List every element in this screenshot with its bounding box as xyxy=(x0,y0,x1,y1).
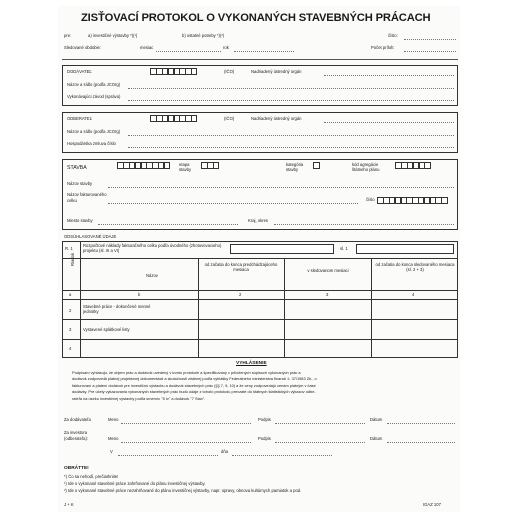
period-label: Sledované obdobie: xyxy=(64,45,102,50)
supplier-sign-label: Za dodávateľa xyxy=(64,417,91,422)
row-number: 4 xyxy=(69,346,72,351)
category-label: kategória stavby xyxy=(286,162,304,172)
form-code: IGAZ 107 xyxy=(423,502,441,507)
declaration-heading: VYHLÁSENIE xyxy=(236,361,267,366)
signature-label: Podpis xyxy=(258,417,271,422)
customer-label: ODBERATEĽ xyxy=(67,116,93,121)
col-3-header: od začatia do konca sledovaného mesiaca (sl. 2 + 3) xyxy=(375,262,455,272)
name-label: Meno xyxy=(108,417,119,422)
table-rule xyxy=(62,319,458,320)
row1-value[interactable] xyxy=(230,244,334,254)
place-label: V xyxy=(110,449,113,454)
supplier-name-label: Názov a sídlo (podľa JCOrg) xyxy=(67,82,121,87)
footnote: ²) Ide o vykonané stavebné práce nezahrňované do plánu investičnej výstavby, napr. opravy, obnova kultúrnych pamiatok a pod. xyxy=(64,488,302,493)
construction-code-cells[interactable] xyxy=(118,162,170,169)
index-a: a xyxy=(69,292,72,297)
customer-sign-label: (odberateľa): xyxy=(64,436,89,441)
signature-label: Podpis xyxy=(258,436,271,441)
stage-cells[interactable] xyxy=(202,162,219,169)
customer-ico-cells[interactable] xyxy=(151,115,197,122)
supplier-ico-label: (IČO) xyxy=(224,69,235,74)
col-2-header: v sledovanom mesiaci xyxy=(307,268,349,273)
customer-authority-field[interactable] xyxy=(324,122,454,123)
unit-number-cells[interactable] xyxy=(378,197,448,204)
year-label: rok xyxy=(223,45,229,50)
row-text: Vystavené splátkové listy xyxy=(83,327,130,332)
option-investment[interactable]: a) investičné výstavby *)(¹) xyxy=(88,33,138,38)
supplier-label: DODÁVATEĽ xyxy=(67,69,92,74)
index-4: 4 xyxy=(412,292,415,297)
footnote: ¹) Ide o vykonané stavebné práce zahrňované do plánu investičnej výstavby. xyxy=(64,481,206,486)
form-title: ZISŤOVACÍ PROTOKOL O VYKONANÝCH STAVEBNÝCH PRÁCACH xyxy=(81,12,431,24)
footnote: *) Čo sa nehodí, prečiarknite! xyxy=(64,474,119,479)
construction-name-field[interactable] xyxy=(108,187,454,188)
declaration-line: fakturovaní a platení dodávok pre investičnú výstavbu a dodávok stavebných prác (§§ 7, 9, 10) a že ceny zodpovedajú cenám platným v čase xyxy=(72,382,316,388)
table-rule xyxy=(62,339,458,340)
supplier-authority-field[interactable] xyxy=(324,75,454,76)
date-label: Dátum xyxy=(370,417,383,422)
name-label: Meno xyxy=(108,436,119,441)
table-rule xyxy=(284,258,285,358)
customer-name-field[interactable] xyxy=(128,135,454,136)
stage-label: etapa stavby xyxy=(179,162,192,172)
table-rule xyxy=(62,299,458,300)
index-b: b xyxy=(138,292,141,297)
category-cell[interactable] xyxy=(313,162,320,169)
invoiced-unit-field[interactable] xyxy=(108,203,358,204)
year-field[interactable] xyxy=(234,51,294,52)
aggregation-code-label: kód agregácie štátneho plánu xyxy=(352,162,380,172)
customer-contract-label: Hospodárska zmluva číslo xyxy=(67,141,116,146)
turn-over-label: OBRÁTTE! xyxy=(64,466,89,471)
aggregation-code-cells[interactable] xyxy=(396,162,431,169)
location-label: Miesto stavby xyxy=(67,218,93,223)
row1-text: Rozpočtové náklady fakturačného celku podľa úvodného (zhotovovacieho) projektu (sl. III a VI) xyxy=(83,243,222,253)
day-field[interactable] xyxy=(232,455,332,456)
region-label: Kraj, okres xyxy=(248,218,269,223)
attachments-field[interactable] xyxy=(404,51,456,52)
row-number: 3 xyxy=(69,327,72,332)
table-rule xyxy=(62,290,458,291)
divider xyxy=(62,59,458,60)
declaration-text xyxy=(72,370,442,402)
index-3: 3 xyxy=(326,292,329,297)
supplier-authority-label: Nadriadený ústredný orgán xyxy=(251,69,302,74)
customer-contract-field[interactable] xyxy=(128,147,454,148)
month-field[interactable] xyxy=(156,51,221,52)
printer-code: J + K xyxy=(64,502,74,507)
row1-number: R. 1 xyxy=(65,246,73,251)
investor-name-sign-field[interactable] xyxy=(121,442,251,443)
region-field[interactable] xyxy=(274,224,454,225)
supplier-plant-label: Vykonávajúci závod (správa) xyxy=(67,94,121,99)
construction-name-label: Názov stavby xyxy=(67,181,93,186)
declaration-line: dodávky. Pre účely vykazovania vykonaných stavebných prác budú údaje z tohoto protokolu prevzaté do štátnych štatistických výkazov odbe- xyxy=(72,389,316,395)
row1-column-label: sl. 1 xyxy=(340,246,348,251)
investor-signature-field[interactable] xyxy=(275,442,365,443)
date-label: Dátum xyxy=(370,436,383,441)
declaration-line: rateľa na úseku investičnej výstavby podľa smerníc "5 Iv" a dodávok "7 Stav". xyxy=(72,395,206,401)
number-label: číslo: xyxy=(388,33,398,38)
location-field[interactable] xyxy=(98,224,238,225)
option-other[interactable]: b) ostatné potreby *)(²) xyxy=(182,33,225,38)
col-1-header: od začatia do konca predchádzajúceho mesiaca xyxy=(204,262,278,272)
col-row-header: Riadok xyxy=(70,252,75,266)
data-heading: ODSÚHLASOVANÉ ÚDAJE xyxy=(64,234,117,239)
place-field[interactable] xyxy=(118,455,218,456)
row1-value-2[interactable] xyxy=(356,244,454,254)
row-text: Stavebné práce - dokončené menné jednotky xyxy=(83,304,151,315)
customer-authority-label: Nadriadený ústredný orgán xyxy=(251,116,302,121)
declaration-line: Podpísaní vyhlasujú, že objem prác a dodávok uvedený v tomto protokole a špecifikovaný v priložených súpisoch vykonaných prác a xyxy=(72,370,301,375)
index-2: 2 xyxy=(239,292,242,297)
invoiced-unit-label: Názov fakturovaného celku xyxy=(67,192,107,203)
declaration-line: dodávok zodpovedá platnej projektovej dokumentácii a skutočnosti zistenej podľa vyhlášky Federálneho ministerstva financií č. 37/1983 Zb., o xyxy=(72,376,317,382)
table-rule xyxy=(62,258,458,259)
supplier-plant-field[interactable] xyxy=(128,100,454,101)
attachments-label: Počet príloh: xyxy=(371,45,395,50)
protocol-form xyxy=(58,6,460,512)
supplier-ico-cells[interactable] xyxy=(151,68,197,75)
customer-ico-label: (IČO) xyxy=(224,116,235,121)
customer-name-label: Názov a sídlo (podľa JCOrg) xyxy=(67,129,121,134)
supplier-name-sign-field[interactable] xyxy=(121,423,251,424)
pre-label: pre: xyxy=(64,33,72,38)
unit-number-label: číslo xyxy=(366,197,375,202)
supplier-signature-field[interactable] xyxy=(275,423,365,424)
supplier-name-field[interactable] xyxy=(128,88,454,89)
supplier-date-field[interactable] xyxy=(387,423,455,424)
construction-label: STAVBA xyxy=(67,165,87,171)
table-rule xyxy=(198,258,199,358)
number-field[interactable] xyxy=(404,39,456,40)
row-number: 2 xyxy=(69,308,72,313)
investor-date-field[interactable] xyxy=(387,442,455,443)
month-label: mesiac xyxy=(140,45,154,50)
col-name-header: Názov xyxy=(146,273,158,278)
investor-sign-label: Za investora xyxy=(64,430,88,435)
table-rule xyxy=(371,258,372,358)
day-label: dňa xyxy=(221,449,228,454)
